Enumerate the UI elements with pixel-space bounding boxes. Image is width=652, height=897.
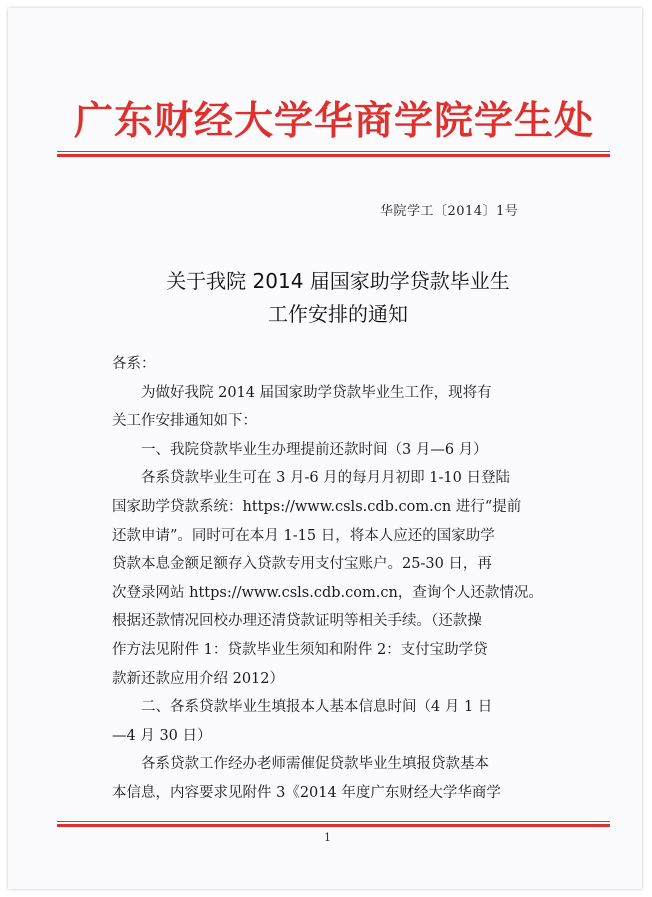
letterhead-title: 广东财经大学华商学院学生处: [73, 98, 594, 144]
section-heading: 一、我院贷款毕业生办理提前还款时间（3 月—6 月）: [141, 441, 488, 458]
notice-title-line-2: 工作安排的通知: [268, 302, 408, 326]
body-line: 各系贷款工作经办老师需催促贷款毕业生填报贷款基本: [141, 756, 489, 773]
letterhead-rule-top: [57, 151, 610, 152]
notice-title-line-1: 关于我院 2014 届国家助学贷款毕业生: [166, 269, 510, 293]
document-page: [8, 8, 642, 889]
body-line: 根据还款情况回校办理还清贷款证明等相关手续。（还款操: [112, 613, 482, 630]
body-line: 为做好我院 2014 届国家助学贷款毕业生工作，现将有: [141, 384, 492, 401]
letterhead-rule-bottom: [57, 154, 610, 157]
page-number: 1: [324, 831, 331, 844]
body-line: 本信息，内容要求见附件 3《2014 年度广东财经大学华商学: [112, 784, 501, 801]
section-heading: 二、各系贷款毕业生填报本人基本信息时间（4 月 1 日: [141, 699, 493, 716]
body-line: 还款申请”。同时可在本月 1-15 日，将本人应还的国家助学: [112, 527, 495, 544]
body-line: 作方法见附件 1：贷款毕业生须知和附件 2：支付宝助学贷: [112, 641, 488, 658]
footer-rule-bottom: [57, 824, 610, 827]
body-line: —4 月 30 日）: [112, 727, 212, 744]
body-line: 各系：: [112, 356, 156, 372]
document-number: 华院学工〔2014〕1号: [380, 204, 519, 219]
footer-rule-top: [57, 821, 610, 822]
notice-body: [112, 350, 566, 808]
body-line: 国家助学贷款系统：https://www.csls.cdb.com.cn 进行“提前: [112, 498, 522, 515]
body-line: 各系贷款毕业生可在 3 月-6 月的每月月初即 1-10 日登陆: [141, 470, 510, 487]
body-line: 次登录网站 https://www.csls.cdb.com.cn，查询个人还款情况。: [112, 584, 543, 601]
body-line: 关工作安排通知如下：: [112, 413, 257, 430]
body-line: 贷款本息金额足额存入贷款专用支付宝账户。25-30 日，再: [112, 556, 492, 573]
body-line: 款新还款应用介绍 2012）: [112, 670, 285, 687]
